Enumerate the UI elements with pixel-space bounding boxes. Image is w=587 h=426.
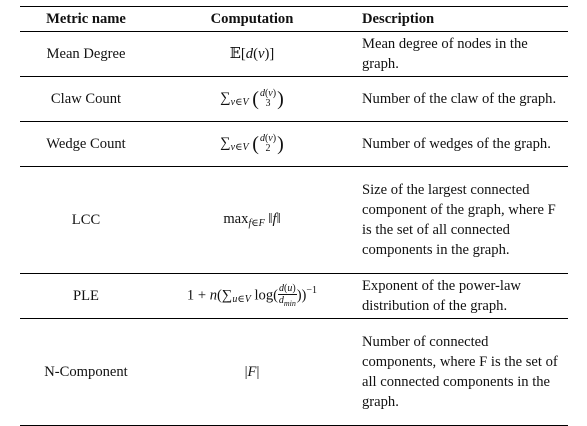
header-computation: Computation	[152, 7, 352, 32]
header-row	[20, 7, 568, 32]
table-row	[20, 274, 568, 319]
metric-description: Number of wedges of the graph.	[352, 122, 568, 167]
metric-description: Mean degree of nodes in the graph.	[352, 32, 568, 77]
metric-name: Mean Degree	[20, 32, 152, 77]
computation-formula: $1 + n(\sum_{u\in V}$ log( $\frac{d(u)}{d_{min}}$ ))$^{-1}$	[152, 274, 352, 319]
metric-name: PLE	[20, 274, 152, 319]
table-container	[20, 6, 568, 426]
metric-name: Wedge Count	[20, 122, 152, 167]
metric-description: Exponent of the power-law distribution of the graph.	[352, 274, 568, 319]
table-row	[20, 122, 568, 167]
table-row	[20, 32, 568, 77]
computation-formula: |F|	[152, 319, 352, 426]
table-row	[20, 77, 568, 122]
header-metric-name: Metric name	[20, 7, 152, 32]
metric-name: LCC	[20, 167, 152, 274]
metric-name: Claw Count	[20, 77, 152, 122]
metric-description: Number of connected components, where F is the set of all connected components in the graph.	[352, 319, 568, 426]
header-description: Description	[352, 7, 568, 32]
computation-formula: 𝔼[d(v)]	[152, 32, 352, 77]
table-row	[20, 319, 568, 426]
metric-description: Size of the largest connected component of the graph, where F is the set of all connected components in the graph.	[352, 167, 568, 274]
computation-formula: $\sum_{v\in V}$ ( d(v) 3 )	[152, 77, 352, 122]
metrics-table	[20, 6, 568, 426]
metric-name: N-Component	[20, 319, 152, 426]
computation-formula: $\max_{f\in F}$ ‖f‖	[152, 167, 352, 274]
table-row	[20, 167, 568, 274]
metric-description: Number of the claw of the graph.	[352, 77, 568, 122]
computation-formula: $\sum_{v\in V}$ ( d(v) 2 )	[152, 122, 352, 167]
